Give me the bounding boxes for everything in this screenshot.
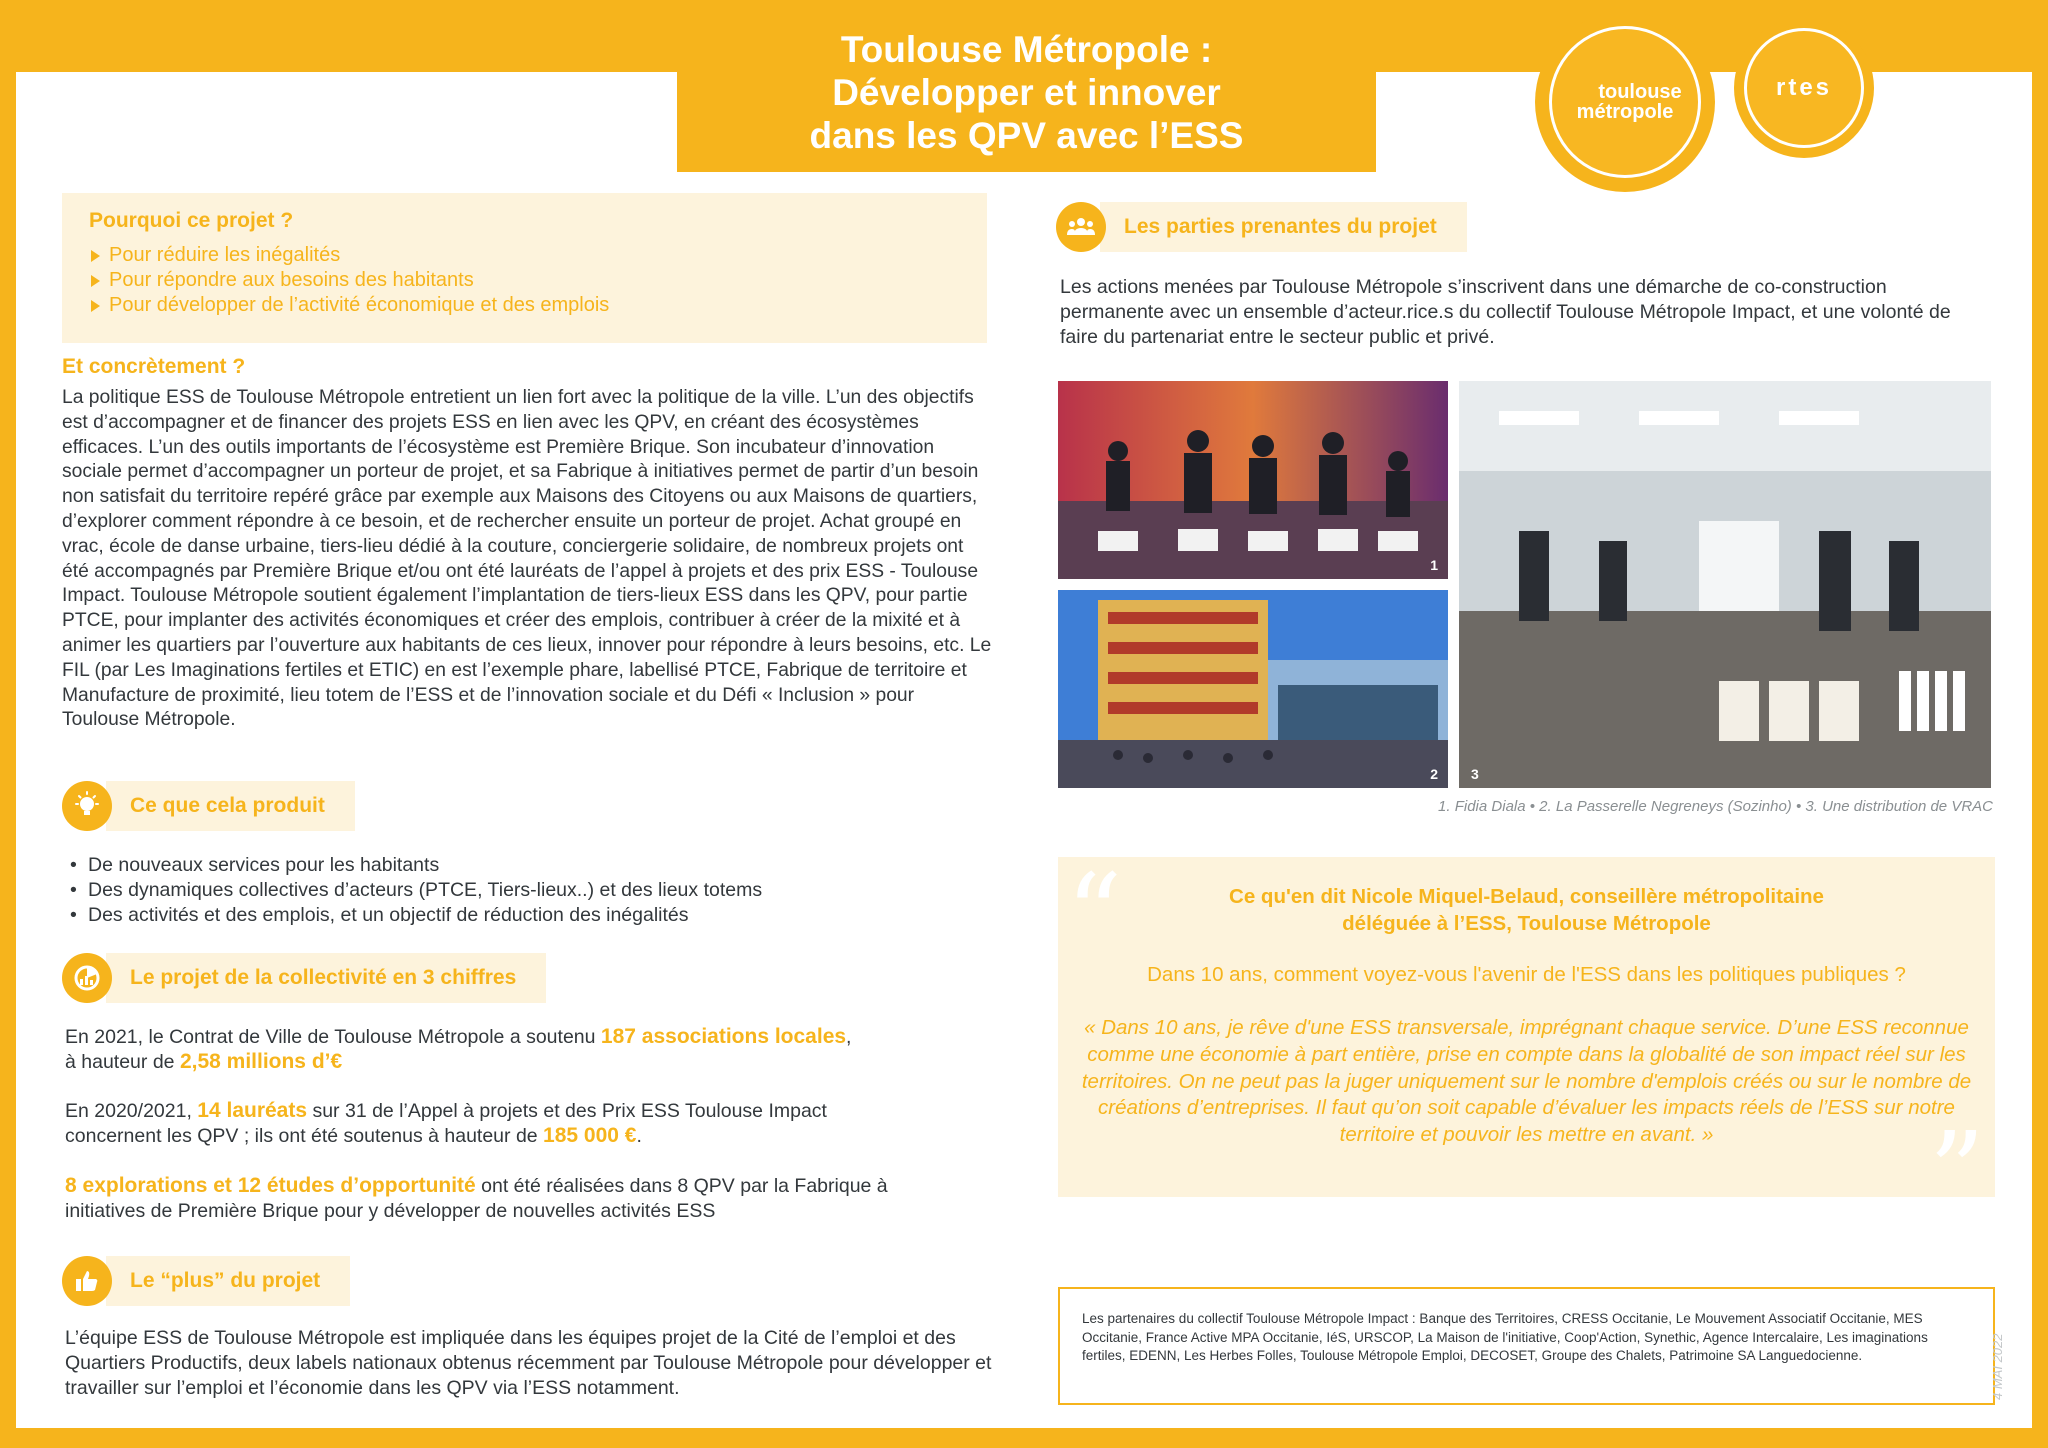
plus-title: Le “plus” du projet (106, 1256, 350, 1306)
figure-3-text: ont été réalisées dans 8 QPV par la Fabrique à (475, 1175, 888, 1197)
date-label: 4 MAI 2022 (1990, 1333, 2005, 1400)
figure-3 (65, 1174, 1015, 1223)
figure-3-highlight: 8 explorations et 12 études d’opportunité (65, 1174, 476, 1197)
page-title (677, 0, 1376, 172)
list-item: • Des dynamiques collectives d’acteurs (PTCE, Tiers-lieux..) et des lieux totems (68, 878, 762, 903)
figure-1-highlight-associations: 187 associations locales (600, 1025, 847, 1048)
logo-metropole-text: métropole (1576, 101, 1674, 123)
quote-title-line-2: déléguée à l’ESS, Toulouse Métropole (1342, 912, 1711, 935)
chiffres-header (62, 953, 546, 1003)
quote-question: Dans 10 ans, comment voyez-vous l'avenir de l'ESS dans les politiques publiques ? (1147, 963, 1906, 986)
figure-1-text: En 2021, le Contrat de Ville de Toulouse Métropole a soutenu (65, 1026, 601, 1048)
photo-number-3: 3 (1471, 766, 1479, 782)
produit-list (68, 853, 762, 928)
figure-2-highlight-amount: 185 000 € (543, 1123, 637, 1147)
photo-dance-performance (1058, 381, 1448, 579)
plus-header (62, 1256, 350, 1306)
partners-box: Les partenaires du collectif Toulouse Métropole Impact : Banque des Territoires, CRESS Occitanie, Le Mouvement Associatif Occitanie, MES Occitanie, France Active MPA Occitanie, IéS, URSCOP, La Maison de l'initiative, Coop'Action, Synethic, Agence Intercalaire, Les imaginations fertiles, EDENN, Les Herbes Folles, Toulouse Métropole Emploi, DECOSET, Groupe des Chalets, Patrimoine SA Languedocienne. (1058, 1287, 1995, 1405)
close-quote-icon: ” (1928, 1108, 1985, 1236)
figure-2-text-2: sur 31 de l’Appel à projets et des Prix ESS Toulouse Impact (307, 1100, 827, 1122)
figure-2-highlight-laureats: 14 lauréats (197, 1099, 308, 1122)
chiffres-title: Le projet de la collectivité en 3 chiffres (106, 953, 546, 1003)
figure-3-text-2: initiatives de Première Brique pour y développer de nouvelles activités ESS (65, 1199, 716, 1222)
why-title: Pourquoi ce projet ? (89, 209, 294, 232)
produit-title: Ce que cela produit (106, 781, 355, 831)
photo-vrac-distribution (1459, 381, 1991, 788)
figure-2-period: . (636, 1124, 642, 1147)
list-item: Pour réduire les inégalités (89, 243, 987, 268)
produit-header (62, 781, 355, 831)
logo-rtes-text: rtes (1775, 74, 1833, 101)
list-item: • De nouveaux services pour les habitants (68, 853, 762, 878)
open-quote-icon: “ (1066, 850, 1123, 978)
list-item: • Des activités et des emplois, et un objectif de réduction des inégalités (68, 903, 762, 928)
title-line-2: Développer et innover (832, 72, 1221, 113)
why-list (89, 243, 987, 318)
people-group-icon (1056, 202, 1106, 252)
figure-2 (65, 1099, 1015, 1148)
quote-title (1058, 883, 1995, 937)
photo-caption: 1. Fidia Diala • 2. La Passerelle Negreneys (Sozinho) • 3. Une distribution de VRAC (1438, 798, 1993, 815)
title-line-1: Toulouse Métropole : (840, 29, 1213, 70)
photo-number-2: 2 (1430, 766, 1438, 782)
figure-2-text-3: concernent les QPV ; ils ont été soutenus à hauteur de (65, 1124, 544, 1147)
figure-1-text-2: à hauteur de (65, 1050, 180, 1073)
chart-icon (62, 953, 112, 1003)
concret-text: La politique ESS de Toulouse Métropole entretient un lien fort avec la politique de la ville. L’un des objectifs est d’accompagner et de financer des projets ESS en lien avec les QPV, en créant des écosystèmes efficaces. L’un des outils importants de l’écosystème est Première Brique. Son incubateur d’innovation sociale permet d’accompagner un porteur de projet, et sa Fabrique à initiatives permet de partir d’un besoin non satisfait du territoire repéré grâce par exemple aux Maisons des Citoyens ou aux Maisons de quartiers, d’explorer comment répondre à ce besoin, et de rechercher ensuite un porteur de projet. Achat groupé en vrac, école de danse urbaine, tiers-lieu dédié à la couture, conciergerie solidaire, de nombreux projets ont été accompagnés par Première Brique et/ou ont été lauréats de l’appel à projets et des prix ESS - Toulouse Impact. Toulouse Métropole soutient également l’implantation de tiers-lieux ESS dans les QPV, pour partie PTCE, pour implanter des activités économiques et créer des emplois, contribuer à créer de la mixité et à animer les quartiers par l’ouverture aux habitants de ces lieux, innover pour répondre à leurs besoins, etc. Le FIL (par Les Imaginations fertiles et ETIC) en est l’exemple phare, labellisé PTCE, Fabrique de territoire et Manufacture de proximité, lieu totem de l’ESS et de l’innovation sociale et du Défi « Inclusion » pour Toulouse Métropole. (62, 387, 992, 731)
figure-1-comma: , (846, 1026, 852, 1048)
why-box (62, 193, 987, 343)
plus-text: L’équipe ESS de Toulouse Métropole est impliquée dans les équipes projet de la Cité de l’emploi et des Quartiers Productifs, deux labels nationaux obtenus récemment par Toulouse Métropole pour développer et travailler sur l’emploi et l’économie dans les QPV via l’ESS notamment. (65, 1327, 992, 1399)
lightbulb-icon (62, 781, 112, 831)
list-item: Pour répondre aux besoins des habitants (89, 268, 987, 293)
parties-header (1056, 202, 1467, 252)
logo-toulouse-text: toulouse (1598, 81, 1682, 103)
rtes-logo (1734, 18, 1874, 158)
figure-1-highlight-amount: 2,58 millions d’€ (179, 1049, 343, 1073)
figure-1 (65, 1025, 1015, 1074)
title-line-3: dans les QPV avec l’ESS (809, 115, 1244, 156)
toulouse-metropole-logo (1535, 12, 1715, 192)
figure-2-text: En 2020/2021, (65, 1100, 198, 1122)
parties-text: Les actions menées par Toulouse Métropole s’inscrivent dans une démarche de co-construction permanente avec un ensemble d’acteur.rice.s du collectif Toulouse Métropole Impact, et une volonté de faire du partenariat entre le secteur public et privé. (1060, 276, 1951, 348)
concret-title: Et concrètement ? (62, 355, 246, 378)
thumbs-up-icon (62, 1256, 112, 1306)
list-item: Pour développer de l’activité économique et des emplois (89, 293, 987, 318)
parties-title: Les parties prenantes du projet (1100, 202, 1467, 252)
photo-building-passerelle (1058, 590, 1448, 788)
quote-answer: « Dans 10 ans, je rêve d'une ESS transversale, imprégnant chaque service. D’une ESS reconnue comme une économie à part entière, prise en compte dans la globalité de son impact réel sur les territoires. On ne peut pas la juger uniquement sur le nombre d'emplois créés ou sur le nombre de créations d’entreprises. Il faut qu’on soit capable d’évaluer les impacts réels de l’ESS sur notre territoire et pouvoir les mettre en avant. » (1081, 1016, 1972, 1147)
photo-number-1: 1 (1430, 557, 1438, 573)
quote-title-line-1: Ce qu'en dit Nicole Miquel-Belaud, conseillère métropolitaine (1229, 885, 1824, 908)
quote-box (1058, 850, 1995, 1236)
